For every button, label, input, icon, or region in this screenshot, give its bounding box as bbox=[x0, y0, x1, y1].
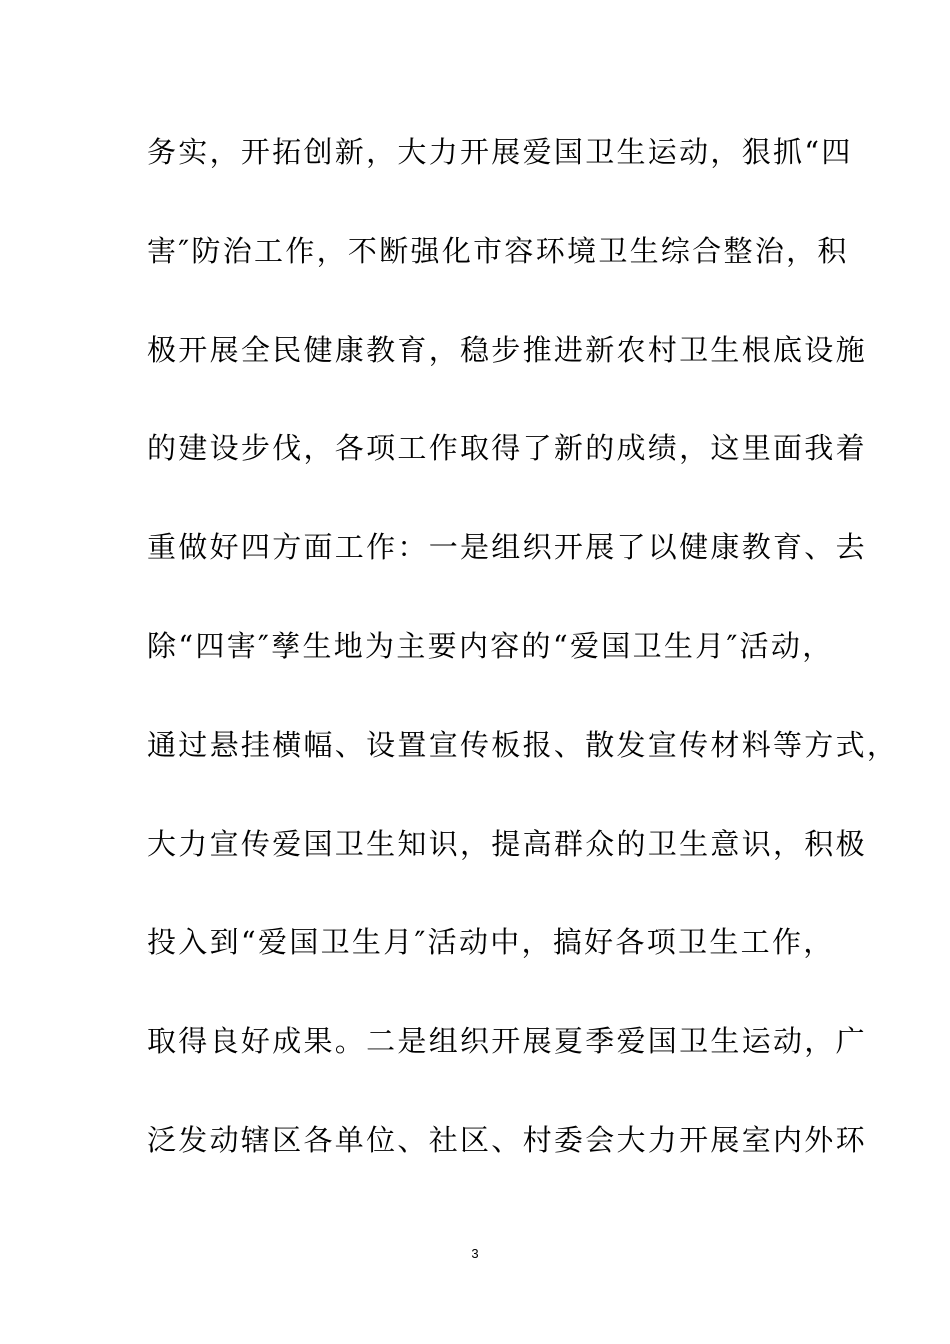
text-line: 泛发动辖区各单位、社区、村委会大力开展室内外环 bbox=[147, 1122, 867, 1157]
text-line: 重做好四方面工作：一是组织开展了以健康教育、去 bbox=[147, 530, 867, 565]
text-line: 取得良好成果。二是组织开展夏季爱国卫生运动，广 bbox=[147, 1024, 867, 1059]
text-line: 极开展全民健康教育，稳步推进新农村卫生根底设施 bbox=[147, 332, 867, 367]
text-line: 通过悬挂横幅、设置宣传板报、散发宣传材料等方式， bbox=[147, 727, 899, 762]
text-line: 的建设步伐，各项工作取得了新的成绩，这里面我着 bbox=[147, 431, 867, 466]
text-line: 投入到“爱国卫生月″活动中，搞好各项卫生工作， bbox=[147, 925, 835, 960]
page-number: 3 bbox=[471, 1246, 479, 1261]
text-line: 除“四害″孳生地为主要内容的“爱国卫生月″活动， bbox=[147, 628, 834, 663]
text-line: 害″防治工作，不断强化市容环境卫生综合整治，积 bbox=[147, 233, 849, 268]
body-text bbox=[147, 126, 899, 1213]
text-line: 大力宣传爱国卫生知识，提高群众的卫生意识，积极 bbox=[147, 826, 867, 861]
text-line: 务实，开拓创新，大力开展爱国卫生运动，狠抓“四 bbox=[147, 135, 853, 169]
